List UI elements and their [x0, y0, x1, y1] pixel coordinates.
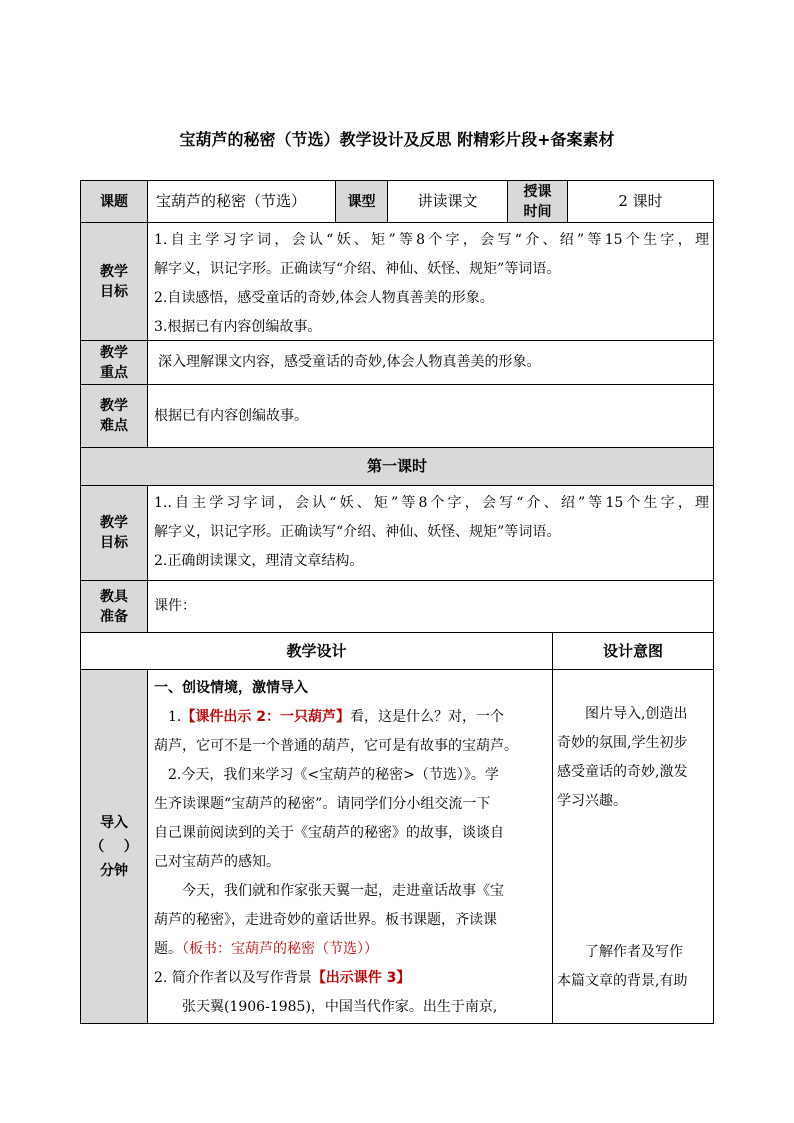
focus-label-line1: 教学	[100, 344, 128, 361]
intro-p1-num: 1.	[168, 709, 182, 725]
focus-label-line2: 重点	[100, 364, 128, 381]
intent-line: 感受童话的奇妙,激发	[557, 764, 688, 780]
intro-label	[80, 670, 148, 1024]
goals-line: 3.根据已有内容创编故事。	[154, 319, 322, 335]
intent-line: 本篇文章的背景,有助	[557, 973, 688, 989]
intent-line: 了解作者及写作	[585, 944, 683, 960]
intent-column-header: 设计意图	[553, 633, 714, 670]
tools-label-line1: 教具	[100, 588, 128, 605]
intro-line	[154, 935, 550, 964]
time-label	[508, 180, 568, 223]
intro-heading: 一、创设情境，激情导入	[154, 680, 308, 696]
goals-line: 2.自读感悟，感受童话的奇妙,体会人物真善美的形象。	[154, 290, 494, 306]
intro-line: 葫芦，它可不是一个普通的葫芦，它可是有故事的宝葫芦。	[154, 738, 518, 754]
type-value: 讲读课文	[388, 180, 508, 223]
difficulty-row	[80, 385, 714, 448]
courseware-callout: 【出示课件 3】	[311, 970, 411, 986]
blackboard-note: （板书：宝葫芦的秘密（节选））	[182, 941, 378, 957]
intro-content	[148, 670, 553, 1024]
lesson1-row	[80, 448, 714, 486]
course-value: 宝葫芦的秘密（节选）	[148, 180, 336, 223]
difficulty-content: 根据已有内容创编故事。	[148, 385, 714, 448]
focus-row	[80, 341, 714, 385]
intro-paragraph	[154, 703, 550, 732]
design-heading-row	[80, 633, 714, 670]
page-title: 宝葫芦的秘密（节选）教学设计及反思 附精彩片段+备案素材	[179, 130, 615, 149]
course-label	[80, 180, 148, 223]
tools-content: 课件：	[148, 581, 714, 633]
courseware-callout: 【课件出示 2：一只葫芦】	[181, 709, 350, 725]
difficulty-label-line2: 难点	[100, 418, 128, 434]
goals2-label	[80, 486, 148, 581]
goals-label-line1: 教学	[100, 263, 128, 280]
intro-label-line3: 分钟	[100, 862, 128, 879]
lesson1-heading: 第一课时	[80, 448, 714, 486]
intro-line	[154, 964, 550, 993]
intro-line: 生齐读课题“宝葫芦的秘密”。请同学们分小组交流一下	[154, 796, 491, 812]
goals-row	[80, 223, 714, 341]
intro-line: 己对宝葫芦的感知。	[154, 854, 280, 870]
difficulty-label	[80, 385, 148, 448]
type-label	[336, 180, 388, 223]
intro-line: 2.今天，我们来学习《<宝葫芦的秘密>（节选）》。学	[168, 767, 499, 783]
tools-label-line2: 准备	[100, 608, 128, 625]
time-value: 2 课时	[568, 180, 714, 223]
intro-intent	[553, 670, 714, 1024]
goals2-label-line1: 教学	[100, 515, 128, 531]
goals2-label-line2: 目标	[100, 535, 128, 551]
goals-label-line2: 目标	[100, 283, 128, 300]
time-label-line1: 授课	[523, 183, 552, 200]
intro-line: 自己课前阅读到的关于《宝葫芦的秘密》的故事，谈谈自	[154, 825, 504, 841]
type-label-text: 课型	[347, 193, 376, 210]
difficulty-label-line1: 教学	[100, 398, 128, 414]
intent-line: 图片导入,创造出	[585, 706, 688, 722]
goals-line: 解字义，识记字形。正确读写“介绍、神仙、妖怪、规矩”等词语。	[154, 261, 561, 277]
goals2-line: 2.正确朗读课文，理清文章结构。	[154, 553, 364, 569]
intro-line: 葫芦的秘密》，走进奇妙的童话世界。板书课题，齐读课	[154, 912, 497, 928]
table-bottom-border	[80, 1023, 714, 1024]
goals2-line: 解字义，识记字形。正确读写“介绍、神仙、妖怪、规矩”等词语。	[154, 524, 561, 540]
intro-row	[80, 670, 714, 1024]
focus-label	[80, 341, 148, 385]
time-label-line2: 时间	[523, 203, 552, 220]
goals-label	[80, 223, 148, 341]
goals2-content	[148, 486, 714, 581]
focus-content: 深入理解课文内容，感受童话的奇妙,体会人物真善美的形象。	[148, 341, 714, 385]
intro-label-line1: 导入	[100, 814, 128, 831]
goals-line: 1.自主学习字词，会认“妖、矩”等8个字，会写“介、绍”等15个生字，理	[154, 232, 709, 248]
tools-row	[80, 581, 714, 633]
tools-label	[80, 581, 148, 633]
intent-line: 奇妙的氛围,学生初步	[557, 735, 688, 751]
intro-p4-text: 2. 简介作者以及写作背景	[154, 970, 312, 986]
goals-content	[148, 223, 714, 341]
course-label-text: 课题	[100, 193, 128, 210]
design-column-header: 教学设计	[80, 633, 553, 670]
intro-line: 今天，我们就和作家张天翼一起，走进童话故事《宝	[182, 883, 504, 899]
goals2-row	[80, 486, 714, 581]
intro-p1-text: 看，这是什么？对，一个	[349, 709, 504, 725]
intro-label-line2: （ ）	[90, 838, 138, 855]
intro-line: 张天翼(1906-1985)，中国当代作家。出生于南京,	[182, 999, 498, 1015]
intent-line: 学习兴趣。	[557, 793, 627, 809]
goals2-line: 1..自主学习字词，会认“妖、矩”等8个字，会写“介、绍”等15个生字，理	[154, 495, 709, 511]
intro-p3-text: 题。	[154, 941, 182, 957]
header-row	[80, 180, 714, 223]
